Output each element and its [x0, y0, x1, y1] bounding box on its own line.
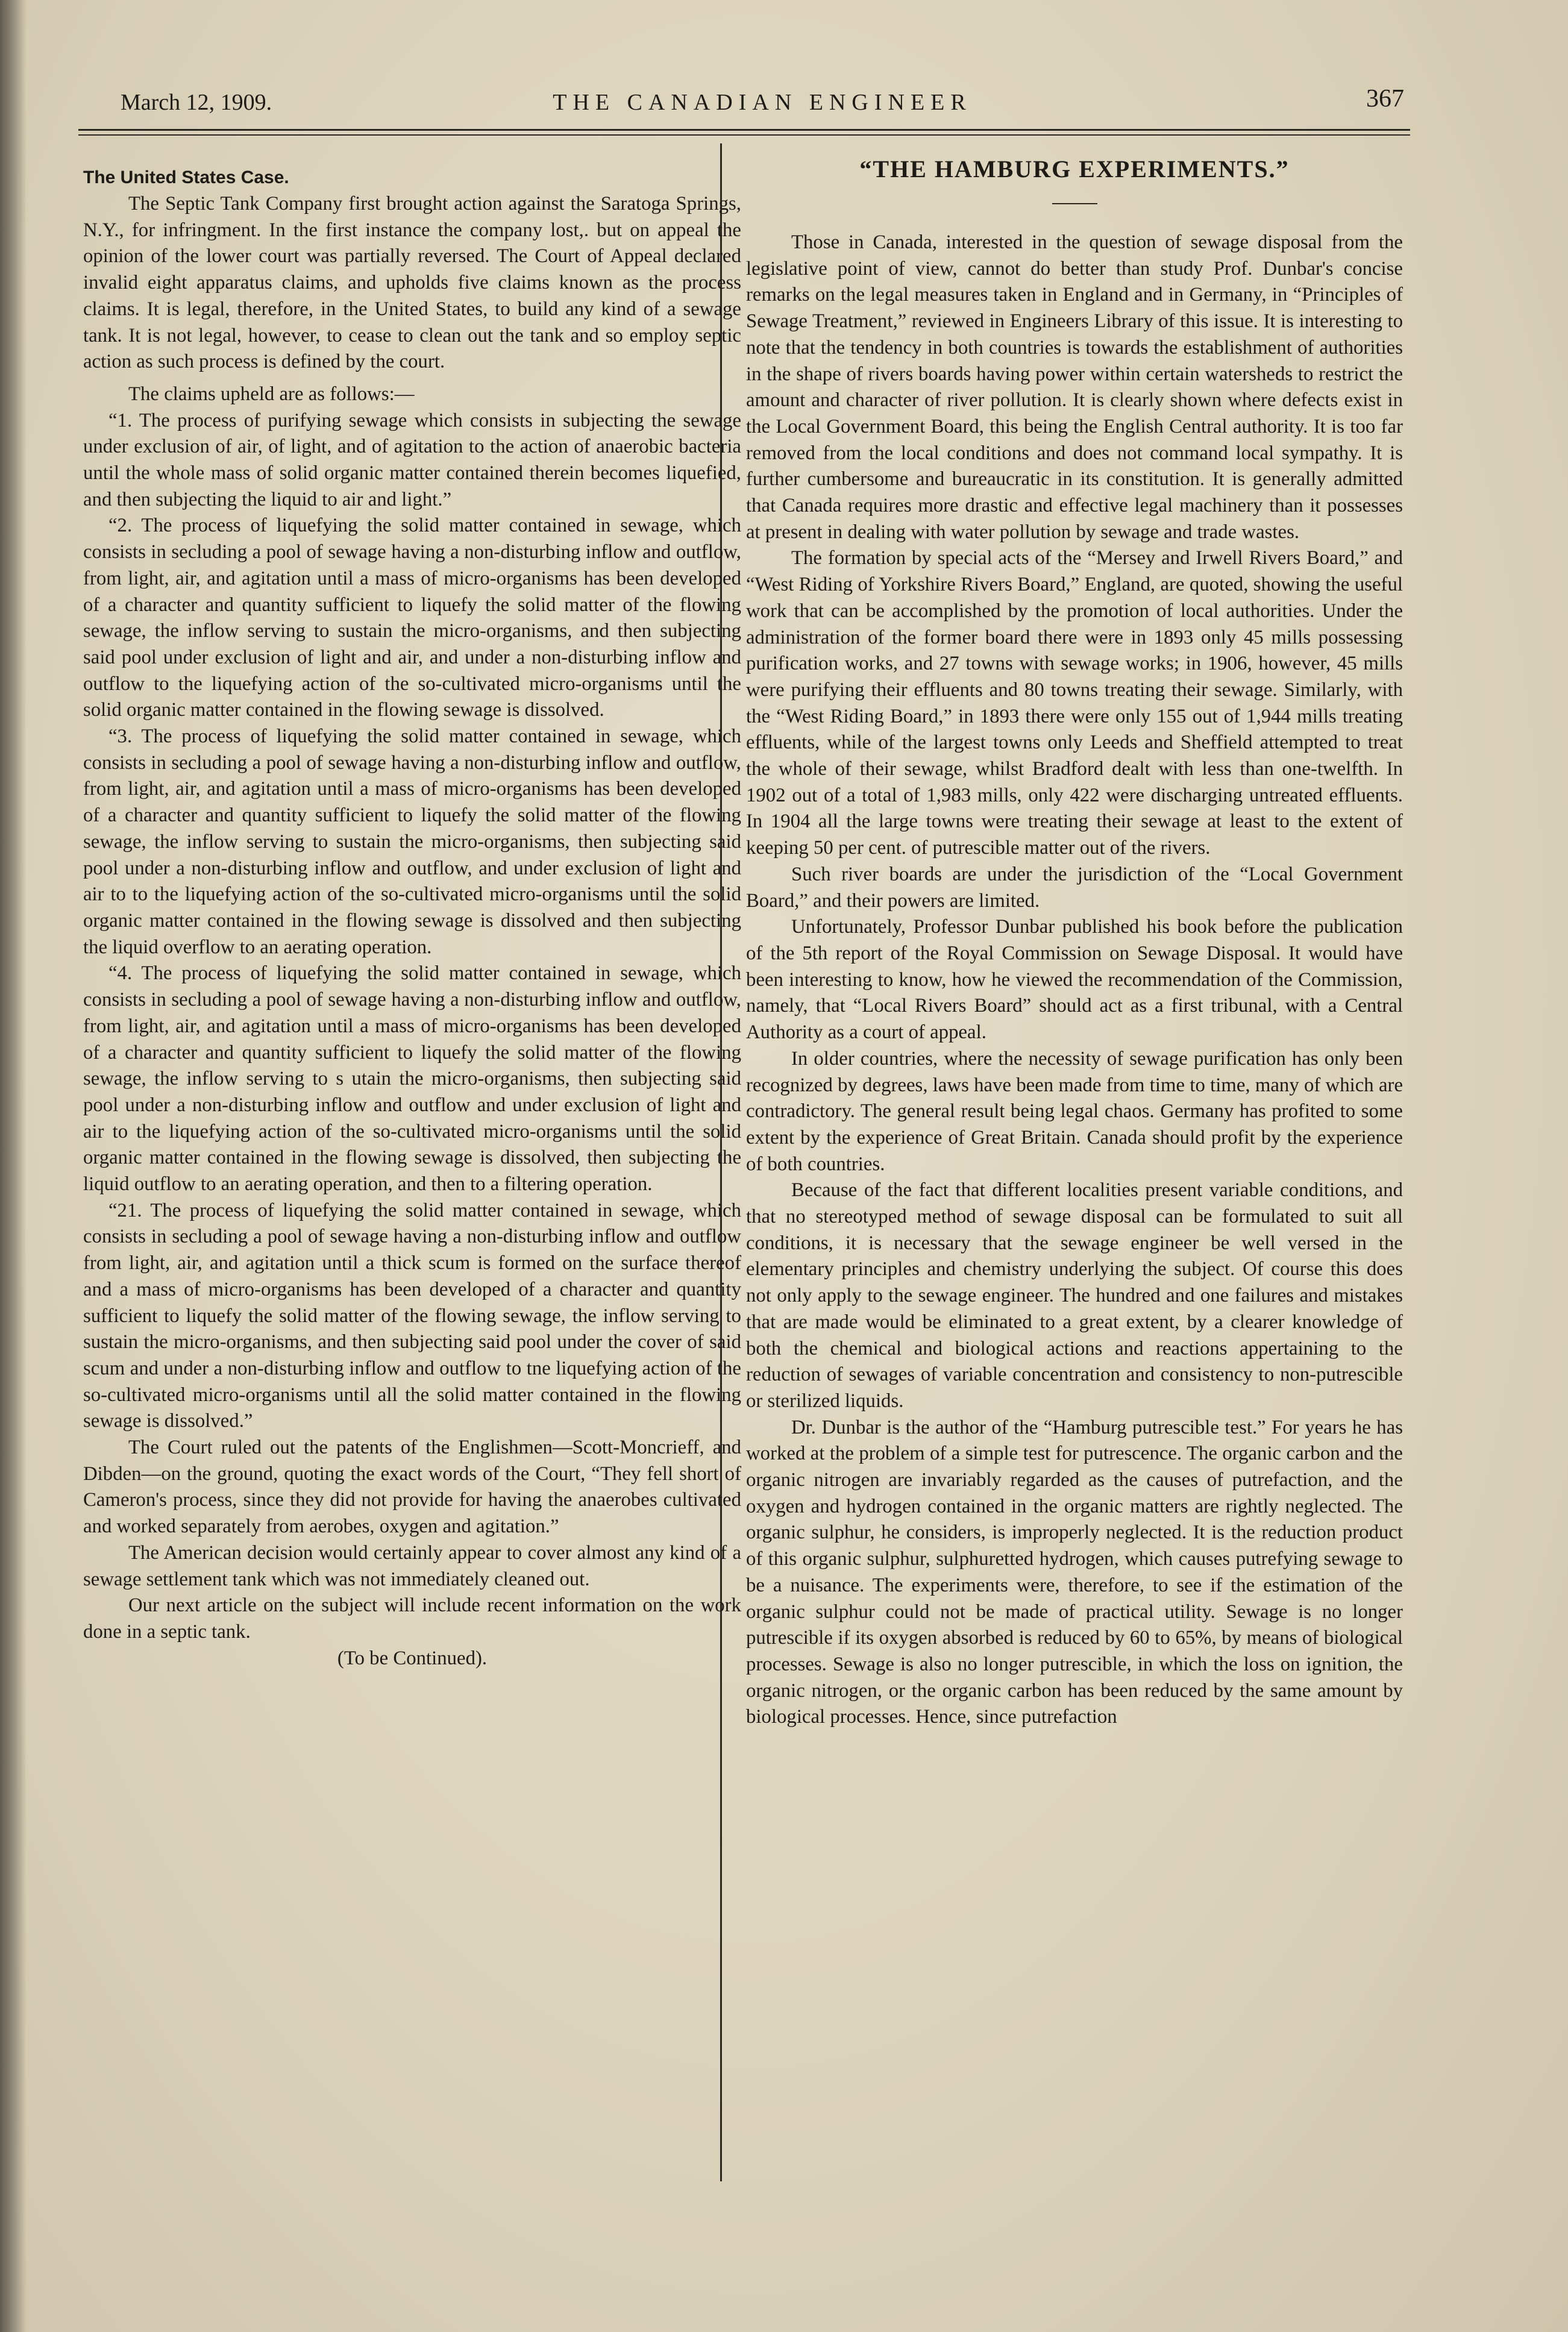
paragraph: Unfortunately, Professor Dunbar published his book before the publication of the 5th report of the Royal Commission on Sewage Disposal. It would have been interesting to know, how he viewed the recommendation of the Commission, namely, that “Local Rivers Board” should act as a first tribunal, with a Central Authority as a court of appeal.: [746, 916, 1403, 1044]
issue-date: March 12, 1909.: [121, 90, 272, 115]
page-number: 367: [1366, 85, 1404, 113]
paragraph: The Septic Tank Company first brought action against the Saratoga Springs, N.Y., for infringment. In the first instance the company lost,. but on appeal the opinion of the lower court was partially reversed. The Court of Appeal declared invalid eight apparatus claims, and upholds five claims known as the process claims. It is legal, therefore, in the United States, to build any kind of a sewage tank. It is not legal, however, to cease to clean out the tank and so employ septic action as such process is defined by the court.: [83, 193, 741, 373]
paragraph: Such river boards are under the jurisdiction of the “Local Government Board,” and their powers are limited.: [746, 863, 1403, 912]
article-title: “THE HAMBURG EXPERIMENTS.”: [859, 155, 1290, 183]
right-column: [746, 154, 1403, 1731]
header-rule-bottom: [78, 134, 1410, 136]
paragraph: The American decision would certainly appear to cover almost any kind of a sewage settlement tank which was not immediately cleaned out.: [83, 1541, 741, 1590]
paragraph: In older countries, where the necessity of sewage purification has only been recognized by degrees, laws have been made from time to time, many of which are contradictory. The general result being legal chaos. Germany has profited to some extent by the experience of Great Britain. Canada should profit by the experience of both countries.: [746, 1047, 1403, 1175]
header-rule-top: [78, 129, 1410, 131]
claim-paragraph: “3. The process of liquefying the solid matter contained in sewage, which consists in secluding a pool of sewage having a non-disturbing inflow and outflow, from light, air, and agitation until a mass of micro-organisms has been developed of a character and quantity sufficient to liquefy the solid matter of the flowing sewage, the inflow serving to sustain the micro-organisms, then subjecting said pool under a non-disturbing inflow and outflow, and under exclusion of light and air to to the liquefying action of the so-cultivated micro-organisms until the solid organic matter contained in the flowing sewage is dissolved and then subjecting the liquid overflow to an aerating operation.: [83, 726, 741, 958]
paragraph: Those in Canada, interested in the question of sewage disposal from the legislative point of view, cannot do better than study Prof. Dunbar's concise remarks on the legal measures taken in England and in Germany, in “Principles of Sewage Treatment,” reviewed in Engineers Library of this issue. It is interesting to note that the tendency in both countries is towards the establishment of authorities in the shape of rivers boards having power within certain watersheds to restrict the amount and character of river pollution. It is clearly shown where defects exist in the Local Government Board, this being the English Central authority. It is too far removed from the local conditions and does not command local sympathy. It is further cumbersome and bureaucratic in its constitution. It is generally admitted that Canada requires more drastic and effective legal machinery than it possesses at present in dealing with water pollution by sewage and trade wastes.: [746, 231, 1403, 543]
claim-paragraph: “1. The process of purifying sewage which consists in subjecting the sewage under exclusion of air, of light, and of agitation to the action of anaerobic bacteria until the whole mass of solid organic matter contained therein becomes liquefied, and then subjecting the liquid to air and light.”: [83, 409, 741, 510]
page-header: [121, 85, 1404, 127]
paragraph: The Court ruled out the patents of the Englishmen—Scott-Moncrieff, and Dibden—on the ground, quoting the exact words of the Court, “They fell short of Cameron's process, since they did not provide for having the anaerobes cultivated and worked separately from aerobes, oxygen and agitation.”: [83, 1437, 741, 1538]
page-edge-shadow: [0, 0, 27, 2332]
paragraph: Our next article on the subject will include recent information on the work done in a septic tank.: [83, 1594, 741, 1643]
paragraph: Because of the fact that different localities present variable conditions, and that no stereotyped method of sewage disposal can be formulated to suit all conditions, it is necessary that the sewage engineer be well versed in the elementary principles and chemistry underlying the subject. Of course this does not only apply to the sewage engineer. The hundred and one failures and mistakes that are made would be eliminated to a great extent, by a clearer knowledge of both the chemical and biological actions and reactions appertaining to the reduction of sewages of variable concentration and consistency to non-putrescible or sterilized liquids.: [746, 1179, 1403, 1412]
claim-paragraph: “2. The process of liquefying the solid matter contained in sewage, which consists in secluding a pool of sewage having a non-disturbing inflow and outflow, from light, air, and agitation until a mass of micro-organisms has been developed of a character and quantity sufficient to liquefy the solid matter of the flowing sewage, the inflow serving to sustain the micro-organisms, and then subjecting said pool under exclusion of light and air, and under a non-disturbing inflow and outflow to the liquefying action of the so-cultivated micro-organisms until the solid organic matter contained in the flowing sewage is dissolved.: [83, 515, 741, 721]
section-heading: The United States Case.: [83, 168, 289, 187]
journal-title: THE CANADIAN ENGINEER: [553, 90, 972, 115]
paragraph: The claims upheld are as follows:—: [128, 383, 415, 405]
claim-paragraph: “4. The process of liquefying the solid matter contained in sewage, which consists in secluding a pool of sewage having a non-disturbing inflow and outflow, from light, air, and agitation until a mass of micro-organisms has been developed of a character and quantity sufficient to liquefy the solid matter of the flowing sewage, the inflow serving to s utain the micro-organisms, then subjecting said pool under a non-disturbing inflow and outflow and under exclusion of light and air to the liquefying action of the so-cultivated micro-organisms until the solid organic matter contained in the flowing sewage is dissolved, then subjecting the liquid outflow to an aerating operation, and then to a filtering operation.: [83, 962, 741, 1196]
to-be-continued: (To be Continued).: [337, 1647, 488, 1669]
left-column: [83, 166, 741, 1672]
paragraph: Dr. Dunbar is the author of the “Hamburg putrescible test.” For years he has worked at the problem of a simple test for putrescence. The organic carbon and the organic nitrogen are invariably regarded as the causes of putrefaction, and the oxygen and hydrogen contained in the organic matters are rightly neglected. The organic sulphur, he considers, is improperly neglected. It is the reduction product of this organic sulphur, sulphuretted hydrogen, which causes putrefying sewage to be a nuisance. The experiments were, therefore, to see if the estimation of the organic sulphur could not be made of practical utility. Sewage is no longer putrescible if its oxygen absorbed is reduced by 60 to 65%, by means of biological processes. Sewage is also no longer putrescible, in which the loss on ignition, the organic nitrogen, or the organic carbon has been reduced by the same amount by biological processes. Hence, since putrefaction: [746, 1416, 1403, 1728]
title-rule: [1052, 203, 1097, 204]
claim-paragraph: “21. The process of liquefying the solid matter contained in sewage, which consists in secluding a pool of sewage having a non-disturbing inflow and outflow from light, air, and agitation until a thick scum is formed on the surface thereof and a mass of micro-organisms has been developed of a character and quantity sufficient to liquefy the solid matter of the flowing sewage, the inflow serving to sustain the micro-organisms, and then subjecting said pool under the cover of said scum and under a non-disturbing inflow and outflow to tne liquefying action of the so-cultivated micro-organisms until all the solid matter contained in the flowing sewage is dissolved.”: [83, 1199, 741, 1432]
paragraph: The formation by special acts of the “Mersey and Irwell Rivers Board,” and “West Riding of Yorkshire Rivers Board,” England, are quoted, showing the useful work that can be accomplished by the promotion of local authorities. Under the administration of the former board there were in 1893 only 45 mills possessing purification works, and 27 towns with sewage works; in 1906, however, 45 mills were purifying their effluents and 80 towns treating their sewage. Similarly, with the “West Riding Board,” in 1893 there were only 155 out of 1,944 mills treating effluents, while of the largest towns only Leeds and Sheffield attempted to treat the whole of their sewage, whilst Bradford dealt with less than one-twelfth. In 1902 out of a total of 1,983 mills, only 422 were discharging untreated effluents. In 1904 all the large towns were treating their sewage at least to the extent of keeping 50 per cent. of putrescible matter out of the rivers.: [746, 547, 1403, 859]
